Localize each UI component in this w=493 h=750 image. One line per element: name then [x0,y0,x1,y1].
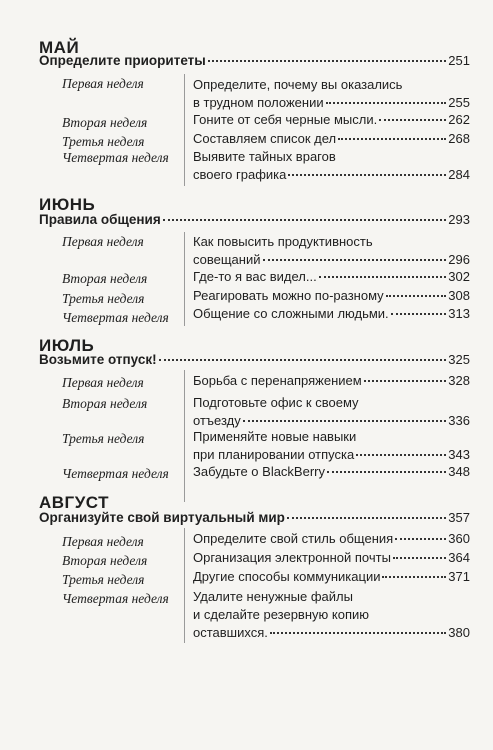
leader-dots [356,454,446,456]
entry-line: Определите, почему вы оказались [193,77,403,92]
page-number: 255 [448,95,470,110]
page-number: 296 [448,252,470,267]
entry-line: отъезду [193,413,241,428]
page-number: 313 [448,306,470,321]
leader-dots [243,420,447,422]
column-divider [184,74,185,186]
leader-dots [338,138,446,140]
page-number: 371 [448,569,470,584]
column-divider [184,528,185,643]
toc-entry [193,568,470,586]
toc-entry [193,588,470,642]
entry-line: Удалите ненужные файлы [193,589,353,604]
page-number: 293 [448,212,470,227]
entry-line: Гоните от себя черные мысли. [193,112,378,127]
entry-line: Где-то я вас видел... [193,269,317,284]
week-label: Четвертая неделя [62,150,169,165]
week-label: Третья неделя [62,134,145,149]
leader-dots [391,313,447,315]
leader-dots [364,380,447,382]
entry-line: своего графика [193,167,287,182]
week-label: Вторая неделя [62,271,148,286]
leader-dots [263,259,447,261]
chapter-entry [39,212,470,227]
page-number: 325 [448,352,470,367]
leader-dots [386,295,447,297]
entry-line: совещаний [193,252,261,267]
page-number: 348 [448,464,470,479]
leader-dots [208,60,446,62]
toc-entry [193,76,470,112]
toc-entry [193,268,470,286]
chapter-title: Возьмите отпуск! [39,352,157,367]
page-number: 284 [448,167,470,182]
page-number: 268 [448,131,470,146]
entry-line: Применяйте новые навыки [193,429,357,444]
page-number: 364 [448,550,470,565]
leader-dots [379,119,446,121]
toc-entry [193,549,470,567]
week-label: Первая неделя [62,534,144,549]
week-label: Третья неделя [62,431,145,446]
toc-entry [193,428,470,464]
entry-line: Выявите тайных врагов [193,149,336,164]
week-label: Первая неделя [62,375,144,390]
page-number: 336 [448,413,470,428]
entry-line: Организация электронной почты [193,550,391,565]
entry-line: Другие способы коммуникации [193,569,381,584]
toc-entry [193,130,470,148]
toc-entry [193,530,470,548]
week-label: Четвертая неделя [62,591,169,606]
chapter-title: Правила общения [39,212,161,227]
toc-entry [193,287,470,305]
chapter-entry [39,352,470,367]
leader-dots [159,359,447,361]
leader-dots [395,538,446,540]
month-heading: МАЙ [39,38,80,57]
page-number: 360 [448,531,470,546]
week-label: Вторая неделя [62,553,148,568]
month-heading: ИЮНЬ [39,195,96,214]
leader-dots [382,576,446,578]
entry-line: и сделайте резервную копию [193,607,369,622]
column-divider [184,232,185,326]
week-label: Четвертая неделя [62,310,169,325]
week-label: Вторая неделя [62,115,148,130]
column-divider [184,370,185,502]
page-number: 302 [448,269,470,284]
week-label: Четвертая неделя [62,466,169,481]
entry-line: Подготовьте офис к своему [193,395,359,410]
leader-dots [287,517,446,519]
page-number: 262 [448,112,470,127]
week-label: Первая неделя [62,76,144,91]
toc-entry [193,233,470,269]
toc-entry [193,305,470,323]
week-label: Первая неделя [62,234,144,249]
leader-dots [326,102,447,104]
entry-line: оставшихся. [193,625,268,640]
entry-line: в трудном положении [193,95,324,110]
page-number: 328 [448,373,470,388]
page-number: 357 [448,510,470,525]
entry-line: Реагировать можно по-разному [193,288,384,303]
toc-entry [193,463,470,481]
entry-line: Борьба с перенапряжением [193,373,362,388]
page-number: 308 [448,288,470,303]
leader-dots [163,219,447,221]
entry-line: Как повысить продуктивность [193,234,373,249]
leader-dots [319,276,447,278]
entry-line: Составляем список дел [193,131,337,146]
leader-dots [327,471,446,473]
chapter-title: Определите приоритеты [39,53,206,68]
page-number: 343 [448,447,470,462]
month-heading: ИЮЛЬ [39,336,95,355]
leader-dots [393,557,446,559]
chapter-entry [39,53,470,68]
entry-line: при планировании отпуска [193,447,355,462]
page-number: 380 [448,625,470,640]
week-label: Третья неделя [62,572,145,587]
toc-entry [193,148,470,184]
leader-dots [270,632,446,634]
chapter-entry [39,510,470,525]
leader-dots [288,174,446,176]
week-label: Вторая неделя [62,396,148,411]
toc-entry [193,394,470,430]
entry-line: Забудьте о BlackBerry [193,464,325,479]
page-number: 251 [448,53,470,68]
entry-line: Общение со сложными людьми. [193,306,389,321]
toc-entry [193,372,470,390]
toc-entry [193,111,470,129]
week-label: Третья неделя [62,291,145,306]
chapter-title: Организуйте свой виртуальный мир [39,510,285,525]
entry-line: Определите свой стиль общения [193,531,394,546]
month-heading: АВГУСТ [39,493,110,512]
